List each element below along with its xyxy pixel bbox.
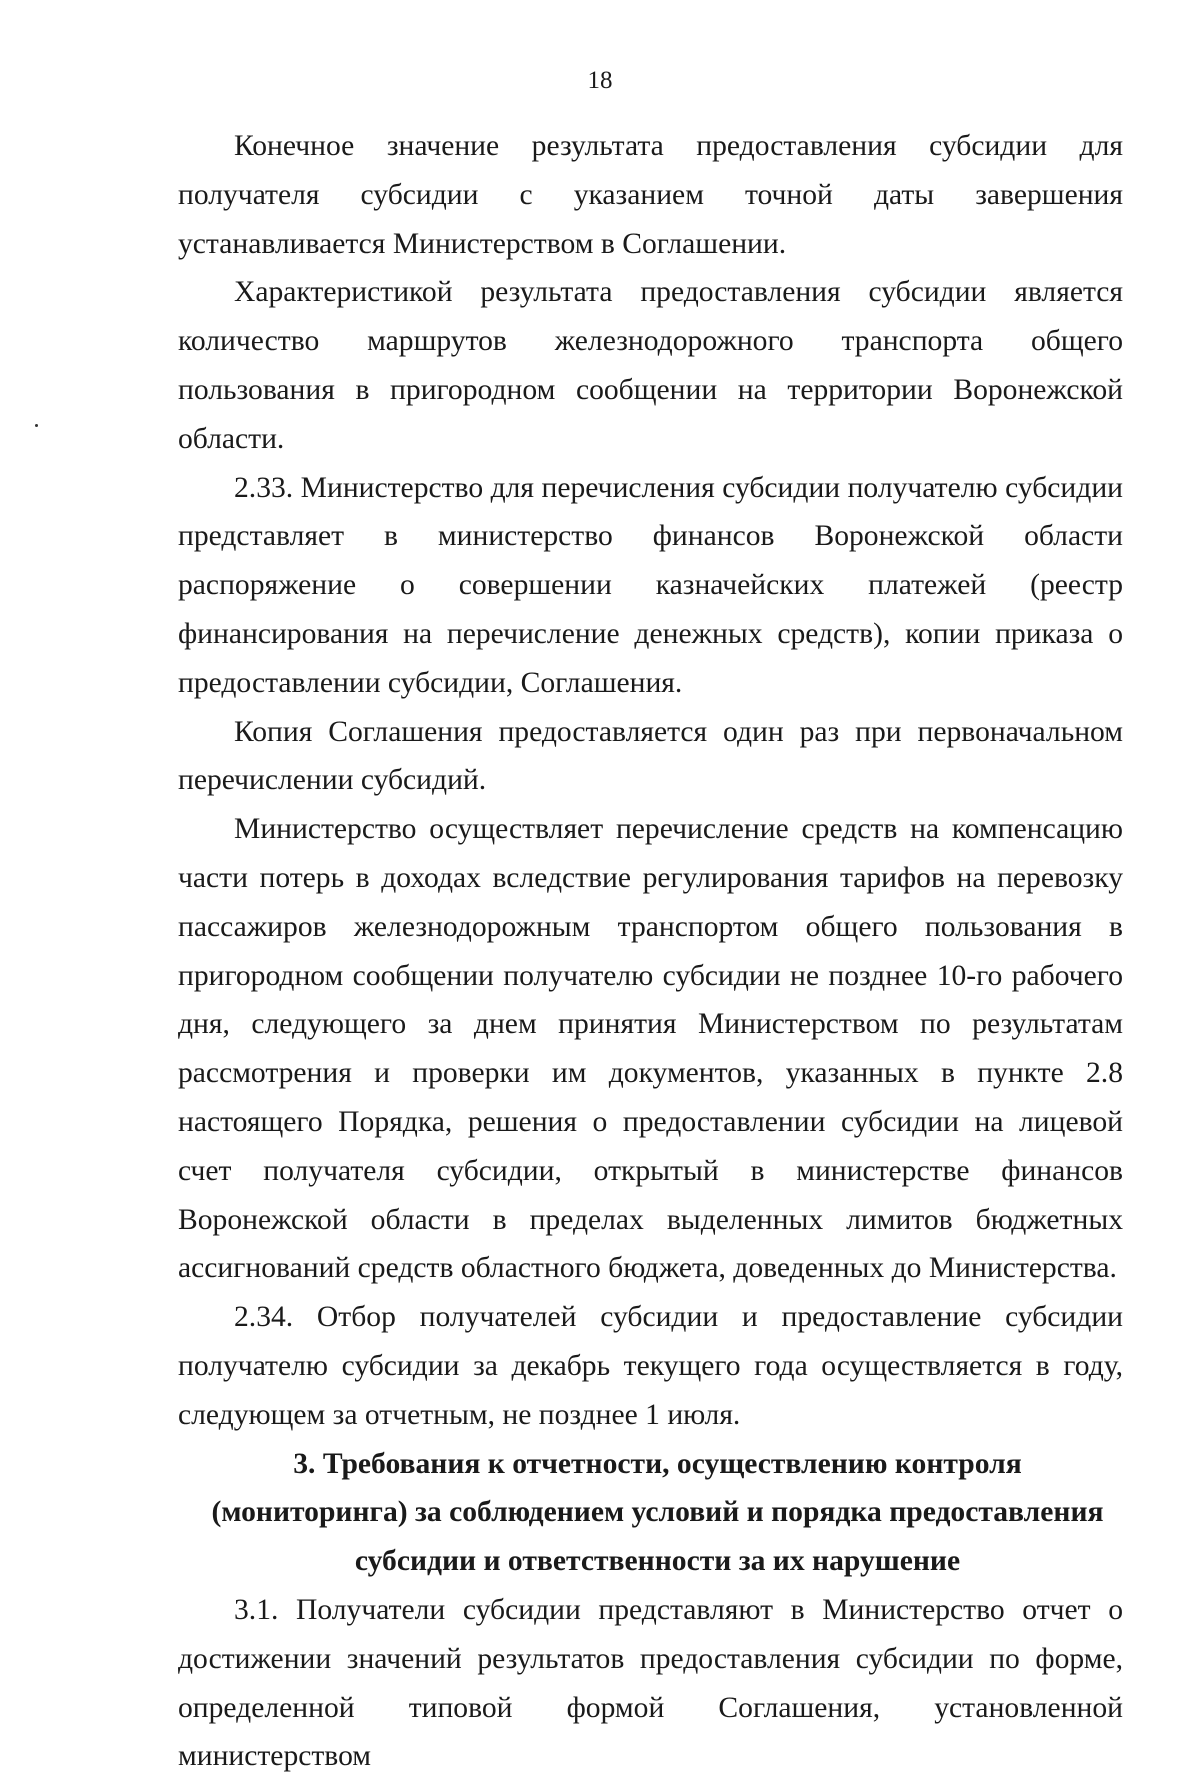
section-3-heading-line-1: 3. Требования к отчетности, осуществлению контроля <box>293 1447 1022 1480</box>
paragraph-ministry-transfer: Министерство осуществляет перечисление средств на компенсацию части потерь в доходах вследствие регулирования тарифов на перевозку пассажиров железнодорожным транспортом общего пользования в пригородном сообщении получателю субсидии не позднее 10-го рабочего дня, следующего за днем принятия Министерством по результатам рассмотрения и проверки им документов, указанных в пункте 2.8 настоящего Порядка, решения о предоставлении субсидии на лицевой счет получателя субсидии, открытый в министерстве финансов Воронежской области в пределах выделенных лимитов бюджетных ассигнований средств областного бюджета, доведенных до Министерства. <box>178 813 1123 1285</box>
section-3-heading <box>178 1440 1123 1586</box>
paragraph-agreement-copy: Копия Соглашения предоставляется один раз при первоначальном перечислении субсидий. <box>178 715 1123 797</box>
paragraph-2-33: 2.33. Министерство для перечисления субсидии получателю субсидии представляет в министерство финансов Воронежской области распоряжение о совершении казначейских платежей (реестр финансирования на перечисление денежных средств), копии приказа о предоставлении субсидии, Соглашения. <box>178 471 1123 699</box>
page-number: 18 <box>587 67 613 94</box>
scan-speck <box>35 424 38 427</box>
paragraph-2-34: 2.34. Отбор получателей субсидии и предоставление субсидии получателю субсидии за декабрь текущего года осуществляется в году, следующем за отчетным, не позднее 1 июля. <box>178 1301 1123 1431</box>
section-3-heading-line-2: (мониторинга) за соблюдением условий и порядка предоставления <box>211 1496 1104 1529</box>
paragraph-3-1: 3.1. Получатели субсидии представляют в Министерство отчет о достижении значений результатов предоставления субсидии по форме, определенной типовой формой Соглашения, установленной министерством <box>178 1593 1123 1773</box>
paragraph-final-result-value: Конечное значение результата предоставления субсидии для получателя субсидии с указанием точной даты завершения устанавливается Министерством в Соглашении. <box>178 130 1123 260</box>
page-body <box>178 122 1123 1781</box>
section-3-heading-line-3: субсидии и ответственности за их нарушение <box>354 1545 961 1578</box>
paragraph-result-characteristic: Характеристикой результата предоставления субсидии является количество маршрутов железнодорожного транспорта общего пользования в пригородном сообщении на территории Воронежской области. <box>178 276 1123 455</box>
